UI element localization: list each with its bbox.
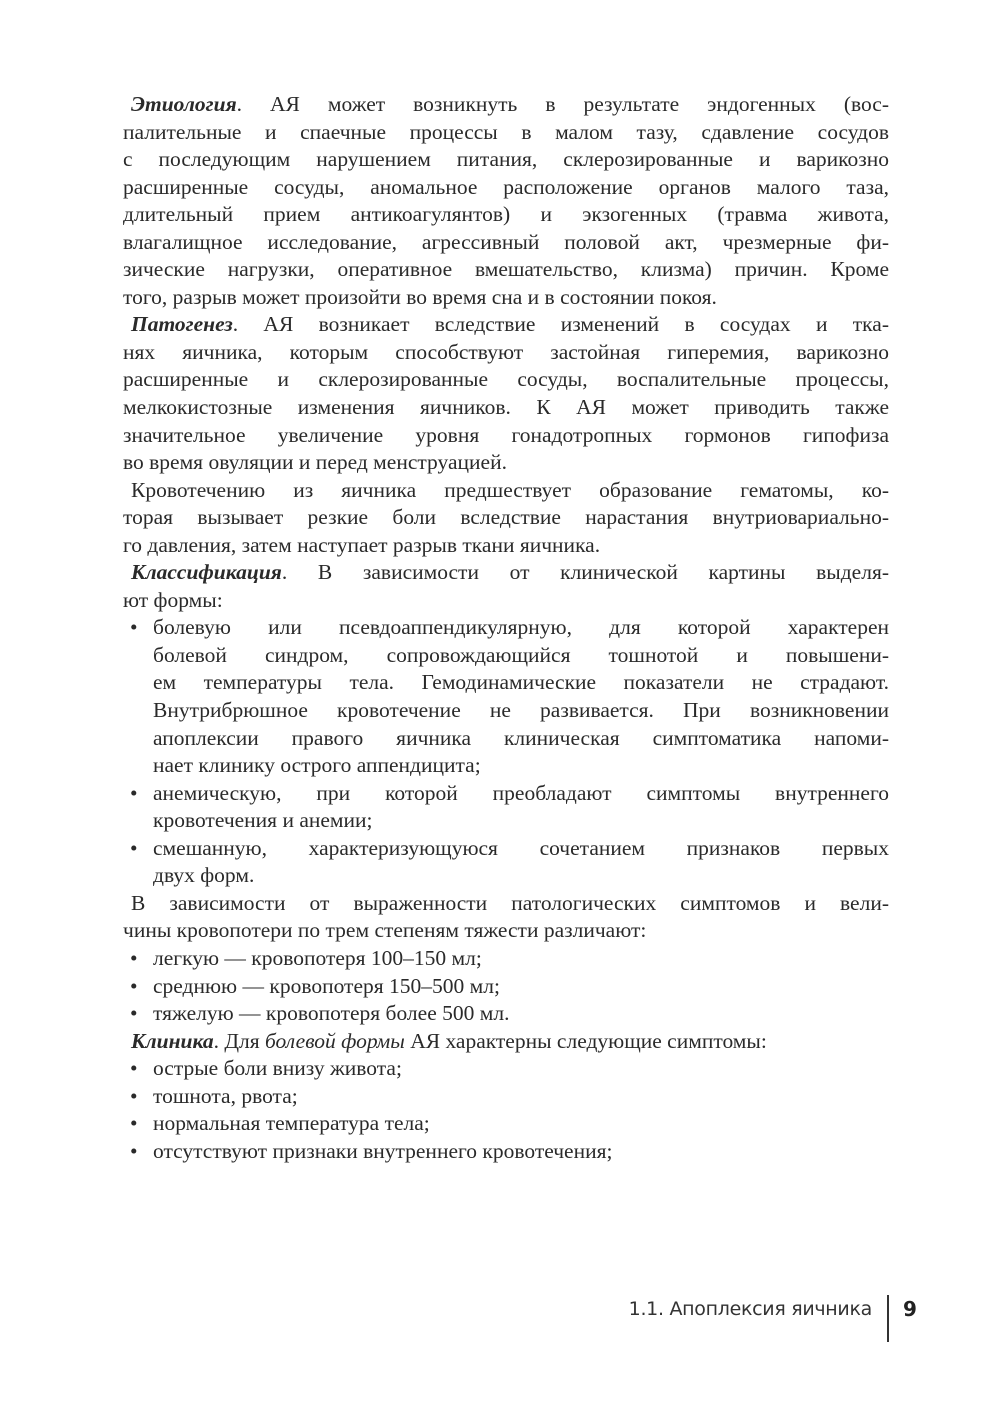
text-line: [123, 422, 889, 450]
paragraph: [123, 477, 889, 560]
text-run: во время овуляции и перед менструацией.: [123, 450, 507, 475]
text-run: нормальная температура тела;: [153, 1111, 430, 1136]
text-line: [123, 945, 889, 973]
paragraph: [123, 559, 889, 614]
text-run: тяжелую — кровопотеря более 500 мл.: [153, 1001, 510, 1026]
text-run: апоплексии правого яичника клиническая симптоматика напоми-: [153, 725, 889, 750]
text-run: . В зависимости от клинической картины выделя-: [281, 560, 889, 585]
emphasis: болевой формы: [265, 1028, 405, 1053]
text-run: легкую — кровопотеря 100–150 мл;: [153, 945, 482, 970]
bullet-icon: •: [130, 1138, 138, 1163]
bullet-icon: •: [130, 835, 138, 860]
bullet-item: [123, 1000, 889, 1028]
text-line: [123, 917, 889, 945]
page-number: 9: [903, 1297, 917, 1321]
text-line: [123, 256, 889, 284]
text-run: АЯ характерны следующие симптомы:: [404, 1028, 767, 1053]
text-run: мелкокистозные изменения яичников. К АЯ может приводить также: [123, 395, 889, 420]
text-run: анемическую, при которой преобладают симптомы внутреннего: [153, 780, 889, 805]
section-heading: Патогенез: [131, 312, 233, 337]
text-run: влагалищное исследование, агрессивный половой акт, чрезмерные фи-: [123, 229, 889, 254]
text-run: . Для: [213, 1028, 265, 1053]
text-run: Внутрибрюшное кровотечение не развивается. При возникновении: [153, 698, 889, 723]
text-run: значительное увеличение уровня гонадотропных гормонов гипофиза: [123, 422, 889, 447]
text-line: [123, 752, 889, 780]
text-run: двух форм.: [153, 863, 255, 888]
body-text: [123, 91, 889, 1165]
text-run: тошнота, рвота;: [153, 1083, 298, 1108]
text-line: [123, 229, 889, 257]
text-line: [123, 973, 889, 1001]
text-line: [123, 1028, 889, 1056]
section-heading: Клиника: [131, 1028, 214, 1053]
bullet-icon: •: [130, 615, 138, 640]
text-run: болевую или псевдоаппендикулярную, для которой характерен: [153, 615, 889, 640]
text-line: [123, 780, 889, 808]
bullet-icon: •: [130, 1001, 138, 1026]
text-line: [123, 835, 889, 863]
text-run: нает клинику острого аппендицита;: [153, 753, 481, 778]
bullet-item: [123, 780, 889, 835]
text-line: [123, 311, 889, 339]
text-line: [123, 174, 889, 202]
text-run: торая вызывает резкие боли вследствие нарастания внутриовариально-: [123, 505, 889, 530]
text-line: [123, 559, 889, 587]
text-line: [123, 1083, 889, 1111]
text-run: зические нагрузки, оперативное вмешательство, клизма) причин. Кроме: [123, 257, 889, 282]
text-run: смешанную, характеризующуюся сочетанием признаков первых: [153, 835, 889, 860]
text-run: острые боли внизу живота;: [153, 1056, 402, 1081]
text-line: [123, 477, 889, 505]
text-line: [123, 725, 889, 753]
text-run: ем температуры тела. Гемодинамические показатели не страдают.: [153, 670, 889, 695]
text-run: Кровотечению из яичника предшествует образование гематомы, ко-: [131, 477, 889, 502]
text-line: [123, 366, 889, 394]
text-line: [123, 339, 889, 367]
text-run: го давления, затем наступает разрыв ткани яичника.: [123, 532, 601, 557]
text-run: расширенные сосуды, аномальное расположение органов малого таза,: [123, 174, 889, 199]
text-line: [123, 394, 889, 422]
bullet-icon: •: [130, 1056, 138, 1081]
text-line: [123, 862, 889, 890]
bullet-icon: •: [130, 1111, 138, 1136]
text-line: [123, 587, 889, 615]
text-line: [123, 614, 889, 642]
text-run: кровотечения и анемии;: [153, 808, 373, 833]
bullet-icon: •: [130, 1083, 138, 1108]
text-line: [123, 146, 889, 174]
bullet-icon: •: [130, 973, 138, 998]
bullet-item: [123, 1138, 889, 1166]
paragraph: [123, 311, 889, 476]
paragraph: [123, 91, 889, 311]
text-run: длительный прием антикоагулянтов) и экзогенных (травма живота,: [123, 202, 889, 227]
text-run: болевой синдром, сопровождающийся тошнотой и повышени-: [153, 642, 889, 667]
text-line: [123, 1055, 889, 1083]
bullet-icon: •: [130, 780, 138, 805]
text-run: расширенные и склерозированные сосуды, воспалительные процессы,: [123, 367, 889, 392]
text-run: ют формы:: [123, 587, 223, 612]
text-run: чины кровопотери по трем степеням тяжести различают:: [123, 918, 647, 943]
bullet-item: [123, 1083, 889, 1111]
bullet-icon: •: [130, 945, 138, 970]
footer-divider: [887, 1295, 889, 1342]
bullet-item: [123, 835, 889, 890]
text-line: [123, 1000, 889, 1028]
text-line: [123, 807, 889, 835]
text-line: [123, 504, 889, 532]
text-line: [123, 642, 889, 670]
bullet-item: [123, 614, 889, 779]
text-run: среднюю — кровопотеря 150–500 мл;: [153, 973, 500, 998]
text-run: В зависимости от выраженности патологических симптомов и вели-: [131, 890, 889, 915]
section-heading: Этиология: [131, 92, 237, 116]
text-run: с последующим нарушением питания, склерозированные и варикозно: [123, 147, 889, 172]
bullet-item: [123, 1055, 889, 1083]
text-line: [123, 697, 889, 725]
text-line: [123, 1110, 889, 1138]
text-line: [123, 890, 889, 918]
paragraph: [123, 1028, 889, 1056]
bullet-item: [123, 1110, 889, 1138]
text-line: [123, 1138, 889, 1166]
text-line: [123, 119, 889, 147]
section-heading: Классификация: [131, 560, 282, 585]
bullet-item: [123, 945, 889, 973]
text-run: отсутствуют признаки внутреннего кровотечения;: [153, 1138, 613, 1163]
text-line: [123, 284, 889, 312]
text-run: нях яичника, которым способствуют застойная гиперемия, варикозно: [123, 339, 889, 364]
page-footer: [0, 1290, 1000, 1340]
text-line: [123, 91, 889, 119]
bullet-item: [123, 973, 889, 1001]
text-run: . АЯ возникает вследствие изменений в сосудах и тка-: [232, 312, 889, 337]
text-line: [123, 449, 889, 477]
text-line: [123, 669, 889, 697]
text-run: . АЯ может возникнуть в результате эндогенных (вос-: [236, 92, 889, 116]
text-line: [123, 532, 889, 560]
running-title: 1.1. Апоплексия яичника: [628, 1298, 872, 1320]
paragraph: [123, 890, 889, 945]
text-line: [123, 201, 889, 229]
text-run: палительные и спаечные процессы в малом тазу, сдавление сосудов: [123, 119, 889, 144]
text-run: того, разрыв может произойти во время сна и в состоянии покоя.: [123, 284, 717, 309]
